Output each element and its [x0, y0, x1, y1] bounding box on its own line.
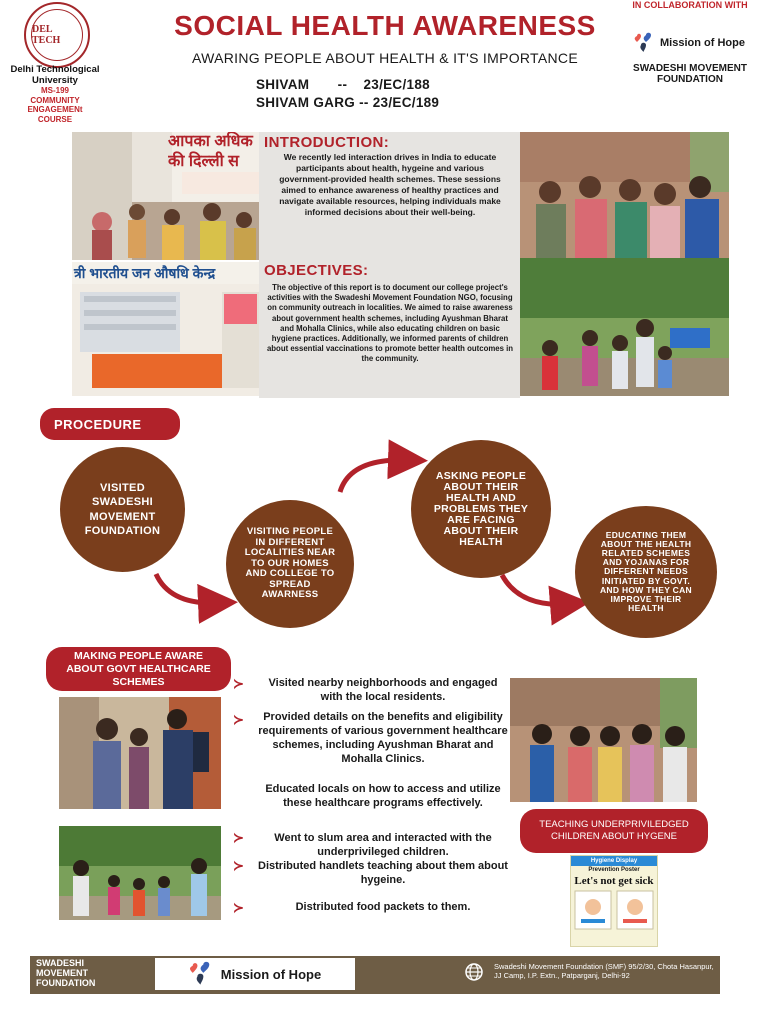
bullet-4: Went to slum area and interacted with the underprivileged children. — [274, 832, 492, 858]
bullet-3: Educated locals on how to access and utilize these healthcare programs effectively. — [265, 783, 501, 809]
poster-title: SOCIAL HEALTH AWARENESS — [174, 10, 596, 41]
objectives-body: The objective of this report is to document our college project's activities with the Swadeshi Movement Foundation NGO, focusing on community outreach in localities. We aimed to raise awareness about government health schemes, including Ayushman Bharat and Mohalla Clinics, while also educating children on basic hygiene practices. Additionally, we informed parents of children about essential vaccinations to promote better health outcomes in the community. — [266, 283, 514, 364]
arrow-step-2-3 — [340, 460, 408, 492]
bullet-arrow-6: ≻ — [233, 900, 244, 915]
hearts-icon — [189, 961, 213, 987]
poster-head: Hygiene Display — [571, 856, 657, 866]
poster-illustration — [571, 887, 657, 935]
arrow-step-3-4 — [502, 575, 570, 604]
bullet-5: Distributed handlets teaching about them about hygeine. — [258, 860, 508, 886]
introduction-body: We recently led interaction drives in India to educate participants about health, hygeine and various government-provided health schemes. These sessions aimed to enhance awareness of healthy practices and navigate available resources, helping individuals make informed decisions about their well-being. — [279, 152, 501, 217]
poster-sub: Prevention Poster — [588, 867, 640, 873]
footer-address: Swadeshi Movement Foundation (SMF) 95/2/30, Chota Hasanpur, JJ Camp, I.P. Extn., Patparganj, Delhi-92 — [494, 962, 714, 980]
footer-org: SWADESHI MOVEMENT FOUNDATION — [36, 958, 96, 988]
children-hygiene-photo — [59, 826, 221, 920]
bullet-arrow-1: ≻ — [233, 676, 244, 691]
course-name: MS-199 COMMUNITY ENGAGEMENt COURSE — [27, 86, 83, 124]
hygiene-poster — [570, 855, 658, 947]
introduction-heading: INTRODUCTION: — [264, 134, 390, 151]
partner-org: SWADESHI MOVEMENT FOUNDATION — [633, 63, 747, 85]
bullet-arrow-5: ≻ — [233, 858, 244, 873]
volunteers-women-photo — [510, 678, 697, 802]
objectives-heading: OBJECTIVES: — [264, 262, 369, 279]
bullet-arrow-2: ≻ — [233, 712, 244, 727]
globe-icon — [464, 962, 484, 982]
clinic-sign-line-2: की दिल्ली स — [168, 153, 239, 170]
bullet-arrow-4: ≻ — [233, 830, 244, 845]
procedure-step-1: VISITED SWADESHI MOVEMENT FOUNDATION — [60, 447, 185, 572]
clinic-sign-line-1: आपका अधिक — [168, 133, 253, 150]
bullet-2: Provided details on the benefits and eligibility requirements of various government healthcare schemes, including Ayushman Bharat and Mohalla Clinics. — [258, 711, 508, 765]
procedure-step-2: VISITING PEOPLE IN DIFFERENT LOCALITIES NEAR TO OUR HOMES AND COLLEGE TO SPREAD AWARNESS — [226, 500, 354, 628]
procedure-label: PROCEDURE — [40, 408, 180, 440]
jan-aushadhi-sign: त्री भारतीय जन औषधि केन्द्र — [74, 265, 216, 281]
student-1: SHIVAM -- 23/EC/188 — [256, 77, 430, 92]
footer-partner-name: Mission of Hope — [220, 966, 322, 982]
university-name: Delhi Technological University — [10, 64, 100, 86]
teaching-label: TEACHING UNDERPRIVILEDGED CHILDREN ABOUT HYGENE — [520, 809, 708, 853]
poster-subtitle: AWARING PEOPLE ABOUT HEALTH & IT'S IMPORTANCE — [192, 50, 578, 66]
bullet-6: Distributed food packets to them. — [295, 901, 471, 913]
poster-big: Let's not get sick — [574, 875, 654, 887]
residents-photo — [59, 697, 221, 809]
student-2: SHIVAM GARG -- 23/EC/189 — [256, 95, 440, 110]
awareness-label: MAKING PEOPLE AWARE ABOUT GOVT HEALTHCARE SCHEMES — [46, 647, 231, 691]
dtu-logo-text: DEL TECH — [31, 9, 83, 61]
bullet-1: Visited nearby neighborhoods and engaged with the local residents. — [268, 677, 498, 703]
procedure-step-4: EDUCATING THEM ABOUT THE HEALTH RELATED SCHEMES AND YOJANAS FOR DIFFERENT NEEDS INITIATED BY GOVT. AND HOW THEY CAN IMPROVE THEIR HEALTH — [575, 506, 717, 638]
partner-name: Mission of Hope — [660, 37, 745, 49]
procedure-step-3: ASKING PEOPLE ABOUT THEIR HEALTH AND PROBLEMS THEY ARE FACING ABOUT THEIR HEALTH — [411, 440, 551, 578]
footer-mission-of-hope-logo — [155, 958, 355, 990]
arrow-step-1-2 — [156, 574, 218, 603]
collaboration-label: IN COLLABORATION WITH — [632, 0, 748, 10]
